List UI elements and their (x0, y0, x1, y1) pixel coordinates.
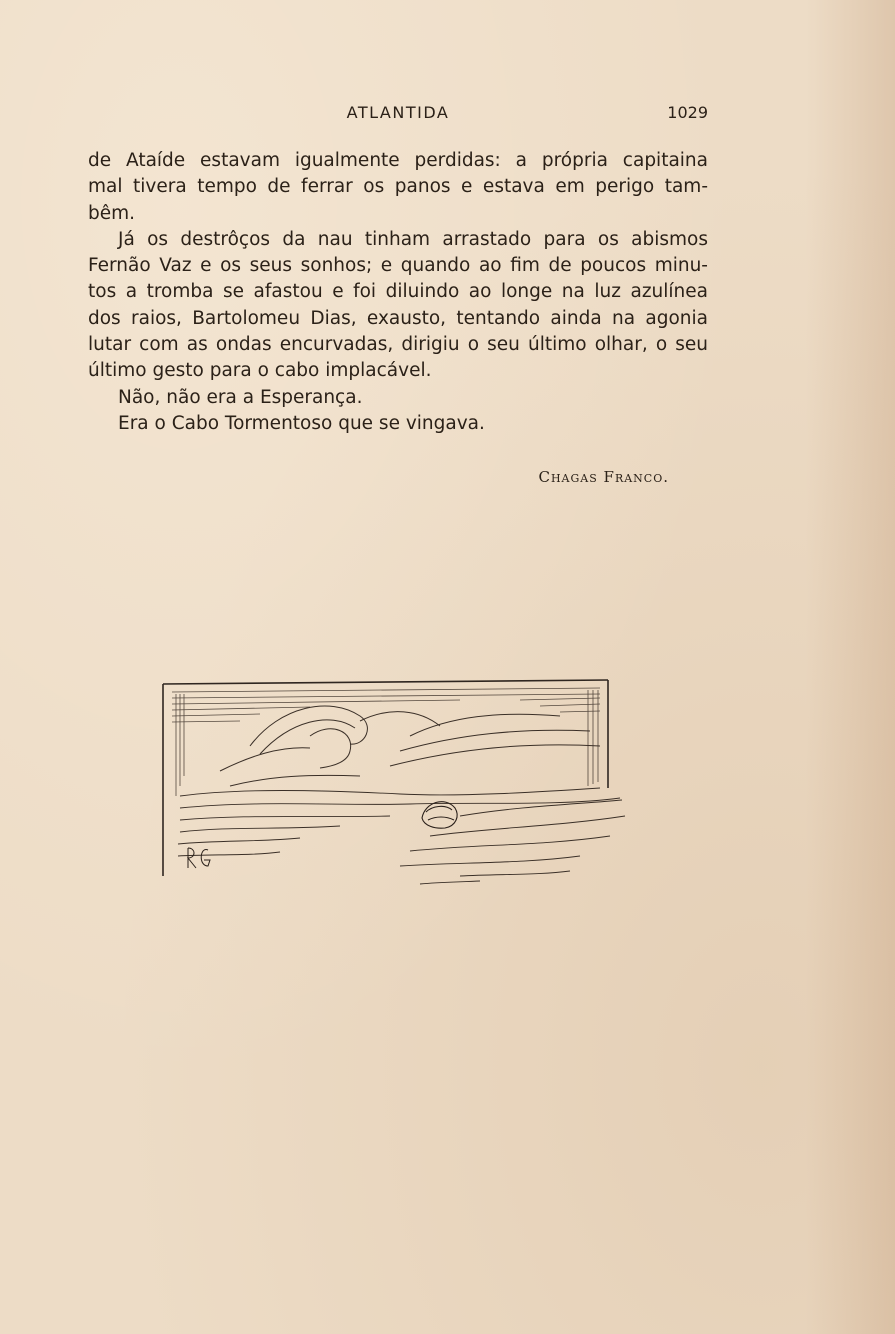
text-line: dos raios, Bartolomeu Dias, exausto, tentando ainda na agonia (88, 307, 708, 329)
paragraph (88, 385, 708, 411)
running-title: ATLANTIDA (346, 103, 450, 122)
artist-monogram (188, 848, 210, 868)
paragraph (88, 148, 708, 227)
swimmer-figure (422, 802, 457, 829)
body-text (88, 148, 708, 437)
paragraph (88, 411, 708, 437)
text-line: último gesto para o cabo implacável. (88, 360, 432, 382)
text-line: Já os destrôços da nau tinham arrastado para os abismos (118, 228, 708, 250)
paragraph (88, 227, 708, 385)
text-line: Não, não era a Esperança. (118, 386, 363, 408)
author-signature: Chagas Franco. (538, 468, 669, 486)
text-line: Era o Cabo Tormentoso que se vingava. (118, 412, 485, 434)
page-number: 1029 (667, 103, 708, 122)
text-line: lutar com as ondas encurvadas, dirigiu o seu último olhar, o seu (88, 334, 708, 356)
text-line: mal tivera tempo de ferrar os panos e estava em perigo tam- (88, 176, 708, 198)
text-line: bêm. (88, 202, 136, 224)
running-header (88, 103, 708, 127)
sea-lines (178, 788, 625, 884)
text-line: de Ataíde estavam igualmente perdidas: a própria capitaina (88, 150, 708, 171)
sea-vignette-illustration (160, 676, 630, 896)
vignette-frame (163, 680, 608, 876)
text-line: tos a tromba se afastou e foi diluindo ao longe na luz azulínea (88, 281, 708, 303)
text-line: Fernão Vaz e os seus sonhos; e quando ao fim de poucos minu- (88, 255, 708, 277)
storm-wave (220, 706, 600, 786)
sky-hatching (172, 688, 600, 796)
